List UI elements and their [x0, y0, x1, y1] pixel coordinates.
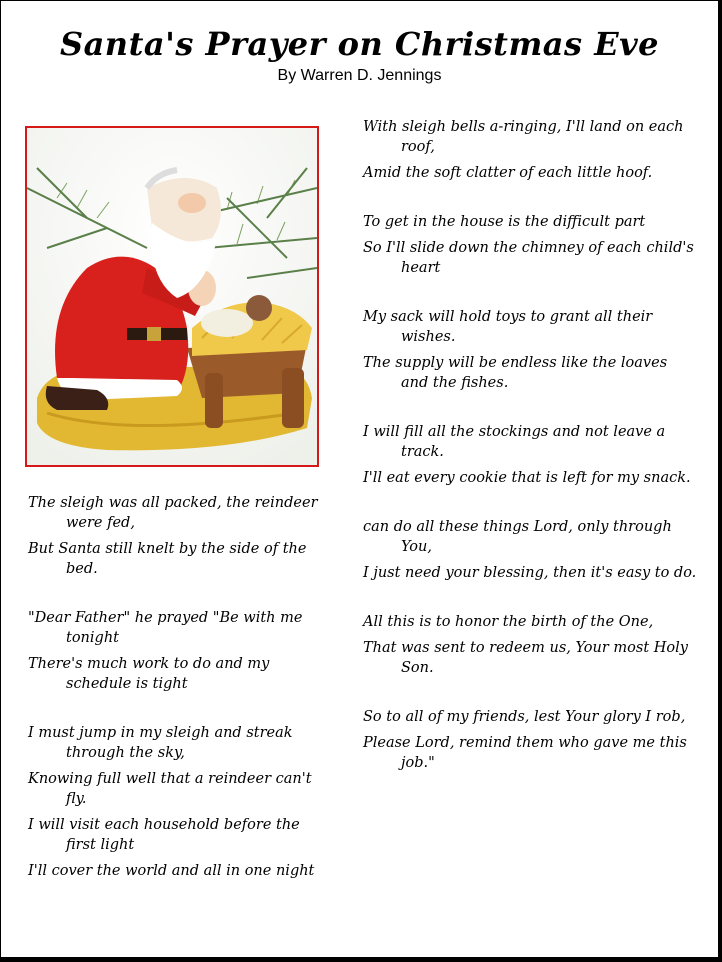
poem-line: The supply will be endless like the loaves and the fishes. — [363, 355, 668, 391]
poem-line: That was sent to redeem us, Your most Holy Son. — [363, 640, 688, 676]
poem-line: So I'll slide down the chimney of each child's heart — [363, 240, 694, 276]
poem-line: I'll eat every cookie that is left for my snack. — [363, 470, 691, 486]
verse — [363, 307, 698, 393]
verse — [363, 117, 698, 183]
poem-line: The sleigh was all packed, the reindeer were fed, — [28, 495, 318, 531]
poem-line: Knowing full well that a reindeer can't fly. — [28, 771, 312, 807]
poem-line: My sack will hold toys to grant all their wishes. — [363, 309, 653, 345]
poem-line: So to all of my friends, lest Your glory I rob, — [363, 709, 686, 725]
poem-title: Santa's Prayer on Christmas Eve — [59, 25, 660, 63]
verse — [363, 707, 698, 773]
poem-line: I will fill all the stockings and not leave a track. — [363, 424, 666, 460]
verse — [363, 517, 698, 583]
verse — [363, 422, 698, 488]
poem-line: can do all these things Lord, only through You, — [363, 519, 672, 555]
poem-line: Please Lord, remind them who gave me this job." — [363, 735, 687, 771]
poem-line: But Santa still knelt by the side of the bed. — [28, 541, 307, 577]
poem-line: To get in the house is the difficult part — [363, 214, 646, 230]
poem-line: I just need your blessing, then it's easy to do. — [363, 565, 697, 581]
verse — [28, 493, 318, 579]
poem-line: There's much work to do and my schedule is tight — [28, 656, 270, 692]
verse — [363, 612, 698, 678]
left-column-verses — [28, 493, 318, 910]
poem-line: I must jump in my sleigh and streak through the sky, — [28, 725, 293, 761]
poem-line: I'll cover the world and all in one night — [28, 863, 315, 879]
verse — [28, 608, 318, 694]
santa-manger-photo — [25, 126, 319, 467]
poem-line: All this is to honor the birth of the One, — [363, 614, 654, 630]
right-column-verses — [363, 117, 698, 802]
poem-line: I will visit each household before the first light — [28, 817, 300, 853]
verse — [363, 212, 698, 278]
author-byline: By Warren D. Jennings — [277, 67, 442, 84]
verse — [28, 723, 318, 881]
poem-page — [1, 1, 721, 961]
poem-line: Amid the soft clatter of each little hoof. — [363, 165, 653, 181]
poem-line: With sleigh bells a-ringing, I'll land on each roof, — [363, 119, 684, 155]
poem-line: "Dear Father" he prayed "Be with me tonight — [28, 610, 303, 646]
santa-manger-illustration — [27, 128, 317, 465]
